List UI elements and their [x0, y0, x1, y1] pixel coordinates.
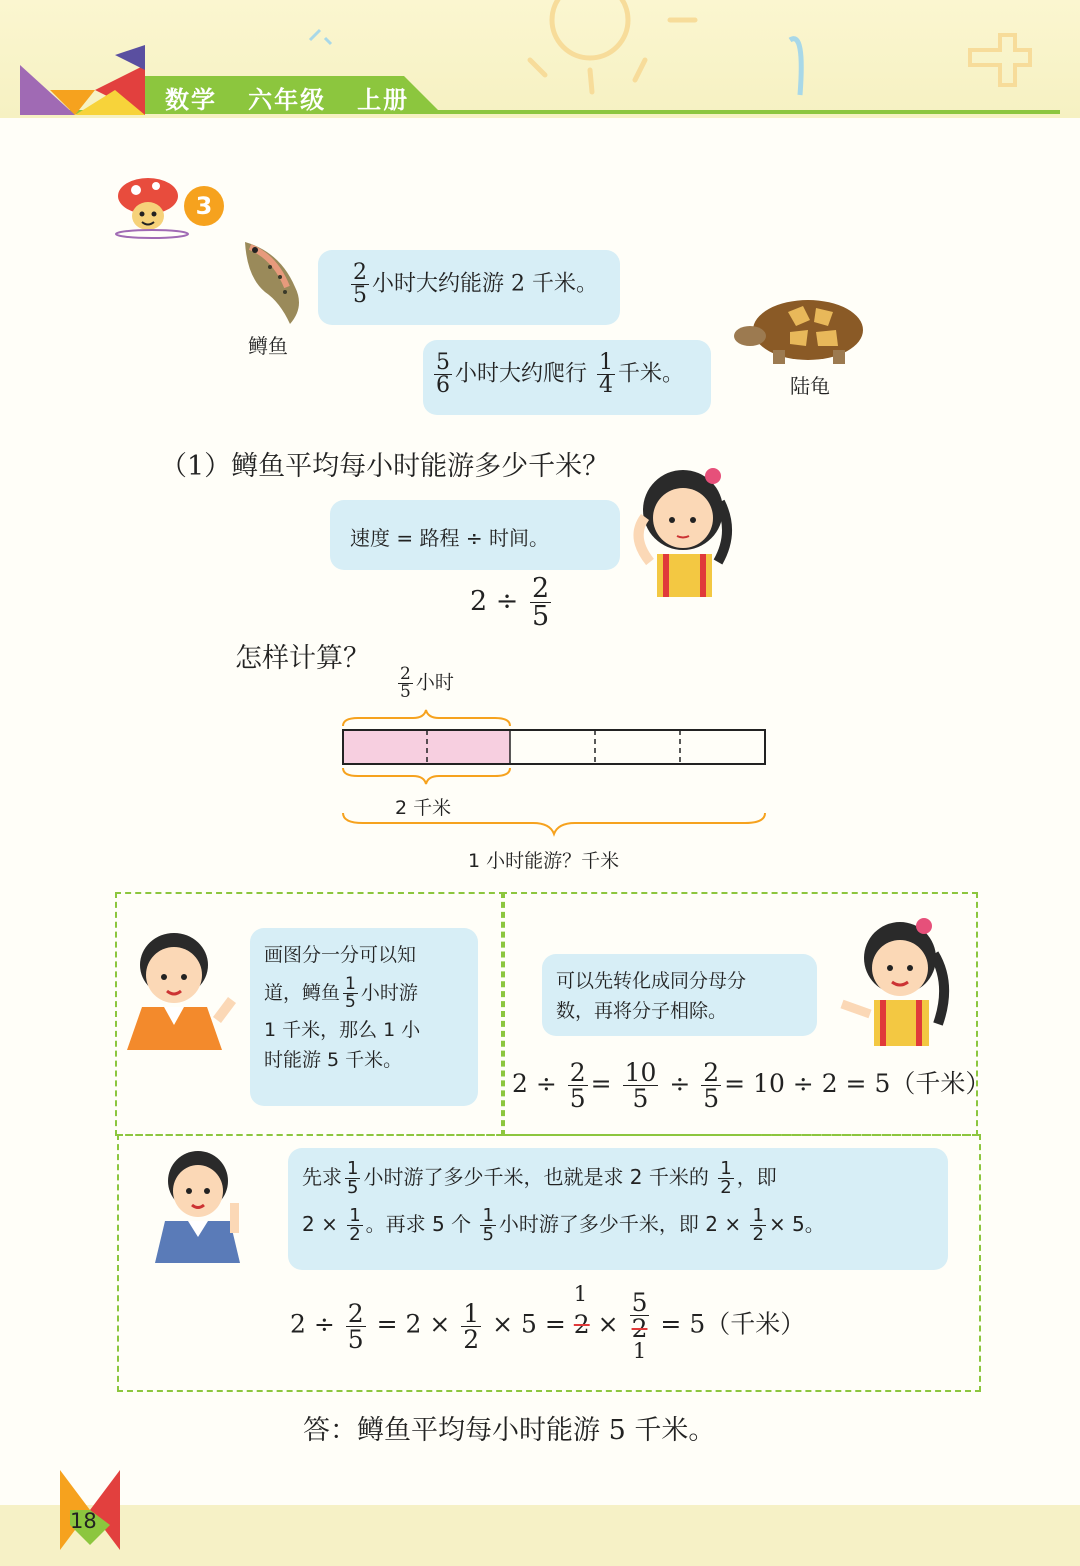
turtle-label: 陆龟: [790, 374, 830, 398]
top-brace: [343, 710, 510, 726]
header-volume: 上册: [357, 86, 410, 114]
girl2-line-2: 数，再将分子相除。: [556, 1000, 728, 1022]
diagram-top-label: $\frac{2}{5}$ 小时: [400, 664, 454, 702]
turtle-bubble-end: 千米。: [618, 361, 685, 387]
how-to-compute: 怎样计算？: [235, 643, 370, 674]
boy1-line-3: 1 千米，那么 1 小: [264, 1019, 421, 1041]
turtle-speech-bubble: [423, 340, 711, 415]
middle-brace: [343, 768, 510, 784]
tangram-logo: [20, 45, 150, 115]
question-1: （1）鳟鱼平均每小时能游多少千米？: [160, 451, 610, 482]
boy1-line-4: 时能游 5 千米。: [264, 1049, 403, 1071]
formula-speech-bubble: [330, 500, 620, 570]
girl-thinking-icon: [625, 462, 737, 597]
turtle-fraction-1: $\frac{5}{6}$: [436, 350, 450, 398]
boy1-speech-bubble: 画图分一分可以知 道，鳟鱼 $\frac{1}{5}$ 小时游 1 千米，那么 1 小 时能游 5 千米。: [250, 928, 478, 1106]
diagram-bottom-label: 1 小时能游？千米: [468, 850, 620, 872]
example-number-badge: 3: [184, 186, 224, 226]
trout-fish-icon: [235, 232, 315, 327]
cancelled-two: 1 2: [573, 1281, 590, 1339]
turtle-bubble-mid: 小时大约爬行: [455, 361, 588, 387]
boy2-speech-bubble: 先求 $\frac{1}{5}$ 小时游了多少千米，也就是求 2 千米的 $\frac{1}{2}$ ，即 2 × $\frac{1}{2}$ 。再求 5 个 $\frac{1}{5}$ 小时游了多少千米，即 2 × $\frac{1}{2}$ × 5。: [288, 1148, 948, 1270]
fish-fraction: $\frac{2}{5}$: [353, 260, 367, 308]
fish-label: 鳟鱼: [248, 334, 288, 358]
boy1-line-1: 画图分一分可以知: [264, 944, 417, 966]
fish-speech-bubble: [318, 250, 620, 325]
header-grade: 六年级: [248, 86, 327, 114]
diagram-middle-label: 2 千米: [395, 797, 452, 819]
fish-bubble-text: 小时大约能游 2 千米。: [372, 271, 598, 297]
turtle-fraction-2: $\frac{1}{4}$: [599, 350, 614, 398]
mushroom-mascot-icon: [112, 172, 194, 240]
page-number: 18: [70, 1509, 97, 1533]
cancelled-fraction: 5 2 1: [631, 1288, 648, 1363]
header-title: [165, 80, 409, 115]
division-expression: 2 ÷ $\frac{2}{5}$: [470, 573, 550, 632]
header-subject: 数学: [165, 86, 217, 114]
tortoise-icon: [728, 292, 878, 367]
answer-text: 答：鳟鱼平均每小时能游 5 千米。: [303, 1415, 716, 1446]
footer-band: [0, 1505, 1080, 1566]
boy-pointing-icon: [150, 1145, 250, 1263]
boy-waving-icon: [122, 925, 247, 1050]
formula-text: 速度 = 路程 ÷ 时间。: [350, 526, 549, 550]
girl2-speech-bubble: [542, 954, 817, 1036]
boy2-expression: 2 ÷ $\frac{2}{5}$ = 2 × $\frac{1}{2}$ × 5 = 1 2 × 5 2 1 = 5（千米）: [290, 1281, 806, 1363]
girl2-line-1: 可以先转化成同分母分: [556, 970, 747, 992]
girl2-expression: 2 ÷ $\frac{2}{5}$ = $\frac{10}{5}$ ÷ $\frac{2}{5}$ = 10 ÷ 2 = 5（千米）: [512, 1058, 991, 1113]
girl-waving-icon: [832, 914, 960, 1046]
